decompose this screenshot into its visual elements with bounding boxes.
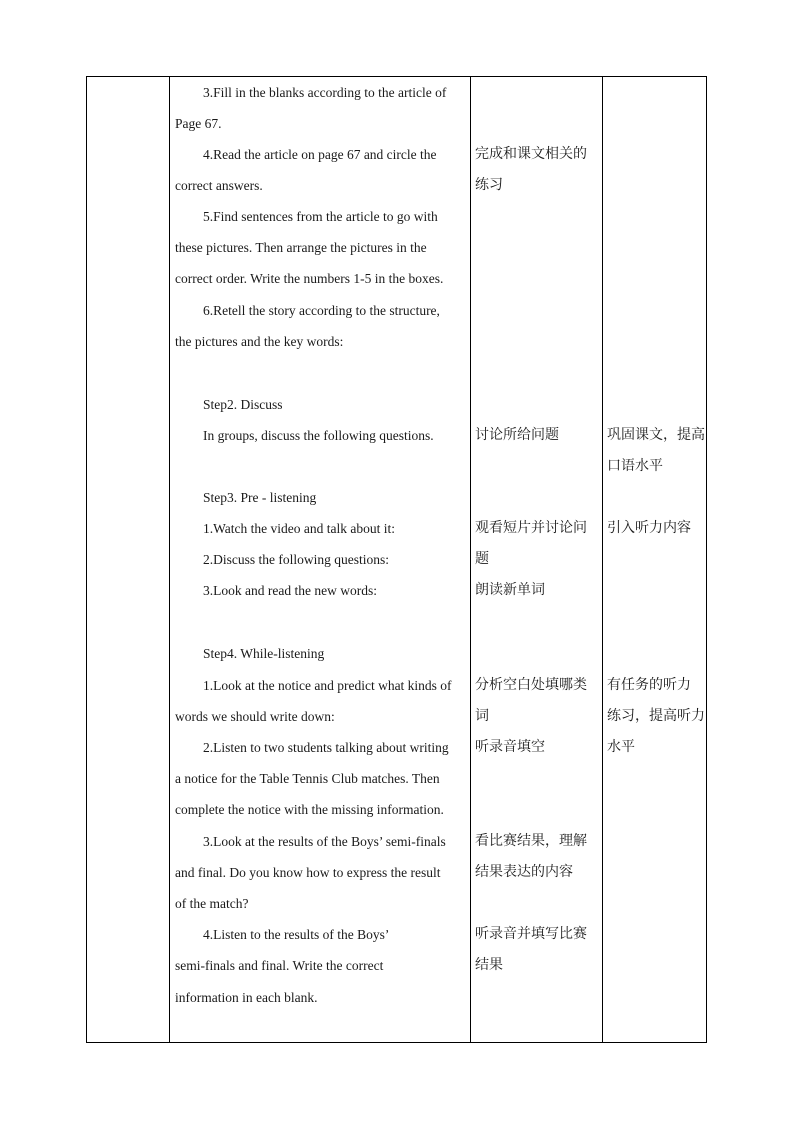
student-activity-line: 讨论所给问题	[475, 427, 559, 443]
procedure-line: 4.Read the article on page 67 and circle the	[203, 147, 437, 162]
procedure-line: 4.Listen to the results of the Boys’	[203, 927, 390, 942]
student-activity-line: 结果表达的内容	[475, 864, 573, 880]
step-heading: Step4. While-listening	[203, 646, 325, 661]
student-activity-line: 词	[475, 708, 489, 724]
student-activity-line: 观看短片并讨论问	[475, 520, 587, 536]
design-intent-line: 巩固课文，提高	[607, 427, 705, 443]
procedure-line: 5.Find sentences from the article to go with	[203, 209, 438, 224]
procedure-line: 1.Look at the notice and predict what kinds of	[203, 678, 452, 693]
student-activity-line: 完成和课文相关的	[475, 146, 587, 162]
student-activity-line: 结果	[475, 957, 503, 973]
procedure-line: 2.Discuss the following questions:	[203, 552, 389, 567]
column-divider-2	[470, 77, 471, 1042]
step-heading: Step3. Pre - listening	[203, 490, 317, 505]
procedure-line: information in each blank.	[175, 990, 318, 1005]
student-activity-line: 练习	[475, 177, 503, 193]
student-activity-line: 听录音填空	[475, 739, 545, 755]
procedure-line: 3.Fill in the blanks according to the article of	[203, 85, 447, 100]
procedure-line: words we should write down:	[175, 709, 335, 724]
student-activity-line: 分析空白处填哪类	[475, 677, 587, 693]
step-heading: Step2. Discuss	[203, 397, 283, 412]
design-intent-line: 口语水平	[607, 458, 663, 474]
student-activity-line: 朗读新单词	[475, 582, 545, 598]
design-intent-line: 水平	[607, 739, 635, 755]
procedure-line: complete the notice with the missing information.	[175, 802, 444, 817]
design-intent-line: 练习，提高听力	[607, 708, 705, 724]
design-intent-line: 有任务的听力	[607, 677, 691, 693]
procedure-line: 6.Retell the story according to the structure,	[203, 303, 440, 318]
student-activity-line: 看比赛结果，理解	[475, 833, 587, 849]
procedure-line: 3.Look at the results of the Boys’ semi-finals	[203, 834, 446, 849]
procedure-line: 3.Look and read the new words:	[203, 583, 377, 598]
procedure-line: In groups, discuss the following questions.	[203, 428, 434, 443]
procedure-line: the pictures and the key words:	[175, 334, 344, 349]
column-divider-3	[602, 77, 603, 1042]
procedure-line: semi-finals and final. Write the correct	[175, 958, 384, 973]
procedure-line: correct answers.	[175, 178, 263, 193]
student-activity-line: 听录音并填写比赛	[475, 926, 587, 942]
column-divider-1	[169, 77, 170, 1042]
procedure-line: correct order. Write the numbers 1-5 in the boxes.	[175, 271, 444, 286]
student-activity-line: 题	[475, 551, 489, 567]
procedure-line: a notice for the Table Tennis Club matches. Then	[175, 771, 440, 786]
design-intent-line: 引入听力内容	[607, 520, 691, 536]
procedure-line: Page 67.	[175, 116, 222, 131]
procedure-line: and final. Do you know how to express the result	[175, 865, 441, 880]
procedure-line: of the match?	[175, 896, 249, 911]
procedure-line: these pictures. Then arrange the pictures in the	[175, 240, 427, 255]
procedure-line: 1.Watch the video and talk about it:	[203, 521, 395, 536]
procedure-line: 2.Listen to two students talking about writing	[203, 740, 449, 755]
